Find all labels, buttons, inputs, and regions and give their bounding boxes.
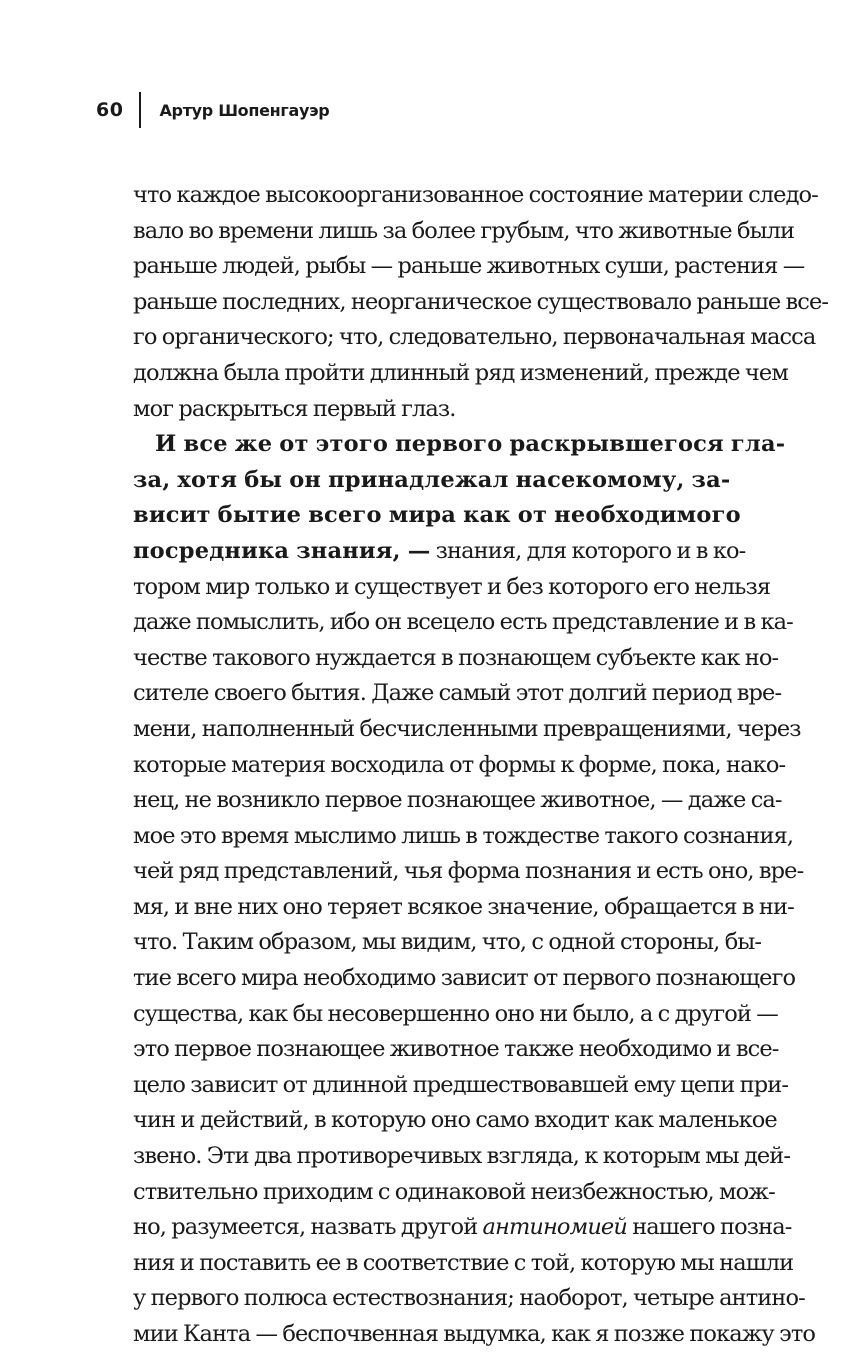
- text-line: раньше людей, рыбы — раньше животных суши, растения —: [133, 253, 805, 280]
- text-line: чин и действий, в которую оно само входит как маленькое: [133, 1107, 777, 1134]
- text-line: звено. Эти два противоречивых взгляда, к которым мы дей-: [133, 1143, 791, 1170]
- page-header: [96, 92, 329, 128]
- text-line: существа, как бы несовершенно оно ни было, а с другой —: [133, 1000, 778, 1027]
- text-line: ствительно приходим с одинаковой неизбежностью, мож-: [133, 1178, 775, 1205]
- text-line: у первого полюса естествознания; наоборот, четыре антино-: [133, 1285, 805, 1312]
- text-line: [133, 534, 746, 570]
- bold-text-line: И все же от этого первого раскрывшегося гла-: [155, 431, 786, 458]
- text-line: тором мир только и существует и без которого его нельзя: [133, 573, 771, 600]
- text-line: [133, 1210, 792, 1246]
- text-line: нец, не возникло первое познающее животное, — даже са-: [133, 787, 782, 814]
- text-span: но, разумеется, назвать другой: [133, 1214, 483, 1241]
- text-line: которые материя восходила от формы к форме, пока, нако-: [133, 751, 786, 778]
- bold-text-line: за, хотя бы он принадлежал насекомому, за-: [133, 466, 731, 493]
- text-line: мое это время мыслимо лишь в тождестве такого сознания,: [133, 822, 794, 849]
- text-line: мии Канта — беспочвенная выдумка, как я позже покажу это: [133, 1321, 816, 1347]
- text-line: мени, наполненный бесчисленными превращениями, через: [133, 715, 801, 742]
- text-line: го органического; что, следовательно, первоначальная масса: [133, 324, 816, 351]
- text-line: тие всего мира необходимо зависит от первого познающего: [133, 965, 796, 992]
- text-line: ния и поставить ее в соответствие с той, которую мы нашли: [133, 1249, 794, 1276]
- text-line: чей ряд представлений, чья форма познания и есть оно, вре-: [133, 858, 804, 885]
- running-title: Артур Шопенгауэр: [159, 100, 330, 120]
- text-line: должна была пройти длинный ряд изменений, прежде чем: [133, 359, 788, 386]
- text-line: сителе своего бытия. Даже самый этот долгий период вре-: [133, 680, 782, 707]
- text-line: это первое познающее животное также необходимо и все-: [133, 1036, 779, 1063]
- text-line: цело зависит от длинной предшествовавшей ему цепи при-: [133, 1071, 789, 1098]
- bold-phrase: посредника знания, —: [133, 537, 431, 564]
- text-span: нашего позна-: [626, 1214, 792, 1241]
- text-line: раньше последних, неорганическое существовало раньше все-: [133, 288, 829, 315]
- text-line: даже помыслить, ибо он всецело есть представление и в ка-: [133, 609, 793, 636]
- italic-term: антиномией: [482, 1214, 627, 1241]
- text-line: честве такового нуждается в познающем субъекте как но-: [133, 644, 779, 671]
- text-line: что каждое высокоорганизованное состояние материи следо-: [133, 182, 818, 208]
- body-text: [133, 178, 829, 1353]
- text-line: мя, и вне них оно теряет всякое значение, обращается в ни-: [133, 893, 794, 920]
- text-line: что. Таким образом, мы видим, что, с одной стороны, бы-: [133, 929, 762, 956]
- header-divider: [139, 92, 141, 128]
- text-span: знания, для которого и в ко-: [430, 537, 746, 564]
- text-line: вало во времени лишь за более грубым, что животные были: [133, 217, 795, 244]
- bold-text-line: висит бытие всего мира как от необходимого: [133, 502, 741, 529]
- text-line: мог раскрыться первый глаз.: [133, 395, 456, 422]
- page-number: 60: [96, 99, 124, 121]
